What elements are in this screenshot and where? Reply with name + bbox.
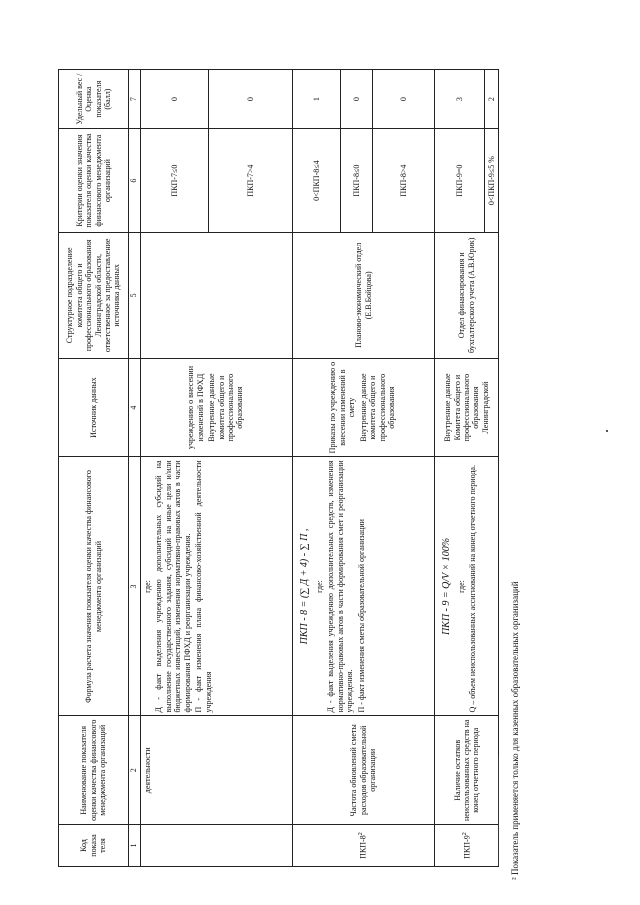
row1-formula-gde: где: bbox=[143, 580, 152, 593]
row2-formula-expr: ПКП - 8 = (∑ Д + 4) - ∑ П , bbox=[299, 528, 310, 645]
header-name: Наименование показателя оценки качества финансового менеджмента организаций bbox=[59, 716, 129, 825]
row2-code bbox=[293, 825, 435, 867]
row1-weight-0: 0 bbox=[141, 70, 209, 129]
row3-criteria-0: ПКП-9=0 bbox=[435, 129, 485, 233]
column-number-row bbox=[129, 70, 141, 867]
row1-source-2: Внутренние данные комитета общего и профессионального образования bbox=[207, 373, 245, 442]
row1-name: деятельности bbox=[141, 716, 293, 825]
row3-dept: Отдел финансирования и бухгалтерского учета (А.В.Юрик) bbox=[435, 232, 499, 358]
row1-formula-p: П - факт изменения плана финансово-хозяйственной деятельности учреждения bbox=[194, 460, 213, 713]
row1-formula-d: Д - факт выделения учреждению дополнительных субсидий на выполнение государственного задания, субсидий на иные цели и/или бюджетных инвестиций, изменения нормативно-правовых актов в части формирования ПФХД и реорганизации учреждения. bbox=[154, 460, 192, 713]
header-criteria: Критерии оценки значения показателя оценки качества финансового менеджмента организаций bbox=[59, 129, 129, 233]
table-row bbox=[293, 70, 341, 867]
row3-criteria-1: 0<ПКП-9≤5 % bbox=[485, 129, 499, 233]
indicators-table bbox=[58, 69, 499, 867]
row1-weight-1: 0 bbox=[209, 70, 293, 129]
header-formula: Формула расчета значения показателя оценки качества финансового менеджмента организаций bbox=[59, 457, 129, 716]
row1-dept bbox=[141, 232, 293, 358]
row1-formula bbox=[141, 457, 293, 716]
row3-code-sup: 2 bbox=[461, 832, 468, 836]
row2-name: Частота обновлений сметы расходов образовательной организации bbox=[293, 716, 435, 825]
row3-source: Внутренние данные Комитета общего и профессионального образования Ленинградской bbox=[435, 358, 499, 457]
footnote: ² Показатель применяется только для казенных образовательных организаций bbox=[510, 581, 520, 880]
scan-speck bbox=[606, 430, 608, 432]
row3-formula bbox=[435, 457, 499, 716]
row3-weight-1: 2 bbox=[485, 70, 499, 129]
row2-weight-2: 0 bbox=[373, 70, 435, 129]
col-number: 1 bbox=[129, 825, 141, 867]
row3-weight-0: 3 bbox=[435, 70, 485, 129]
row3-code bbox=[435, 825, 499, 867]
row2-formula-d: Д - факт выделения учреждению дополнительных средств, изменения нормативно-правовых актов в части формирования смет и реорганизации учреждения. bbox=[326, 460, 355, 713]
header-source: Источник данных bbox=[59, 358, 129, 457]
row2-formula bbox=[293, 457, 435, 716]
footnote-separator bbox=[498, 756, 499, 866]
row2-source bbox=[293, 358, 435, 457]
row2-code-sup: 2 bbox=[358, 832, 365, 836]
row1-code bbox=[141, 825, 293, 867]
row2-criteria-2: ПКП-8>4 bbox=[373, 129, 435, 233]
row2-source-1: Приказы по учреждению о внесении изменений в смету bbox=[328, 361, 357, 454]
col-number: 7 bbox=[129, 70, 141, 129]
col-number: 2 bbox=[129, 716, 141, 825]
row2-source-2: Внутренние данные комитета общего и профессионального образования bbox=[358, 373, 397, 442]
row2-criteria-1: ПКП-8≤0 bbox=[341, 129, 373, 233]
row3-formula-gde: где: bbox=[456, 580, 466, 593]
row2-dept: Планово-экономический отдел (Е.В.Бойцова) bbox=[293, 232, 435, 358]
row3-formula-q: Q – объем неиспользованных ассигнований на конец отчетного периода. bbox=[468, 465, 478, 713]
header-row bbox=[59, 70, 129, 867]
table-row bbox=[141, 70, 209, 867]
row3-name: Наличие остатков неиспользованных средств на конец отчетного периода bbox=[435, 716, 499, 825]
row1-source bbox=[141, 358, 293, 457]
row3-formula-expr: ПКП - 9 = Q/V × 100% bbox=[441, 537, 452, 636]
row1-criteria-0: ПКП-7≤0 bbox=[141, 129, 209, 233]
col-number: 4 bbox=[129, 358, 141, 457]
table-row bbox=[435, 70, 485, 867]
row2-code-text: ПКП-8 bbox=[359, 835, 369, 859]
row2-formula-gde: где: bbox=[314, 580, 324, 593]
header-dept: Структурное подразделение комитета общего и профессионального образования Ленинградской области, ответственное за предоставление источника данных bbox=[59, 232, 129, 358]
rotated-table-wrapper bbox=[58, 69, 496, 867]
header-weight: Удельный вес / Оценка показателя (балл) bbox=[59, 70, 129, 129]
row2-weight-0: 1 bbox=[293, 70, 341, 129]
col-number: 5 bbox=[129, 232, 141, 358]
col-number: 3 bbox=[129, 457, 141, 716]
col-number: 6 bbox=[129, 129, 141, 233]
row1-source-1: учреждению о внесении изменений в ПФХД bbox=[186, 366, 205, 450]
row3-code-text: ПКП-9 bbox=[462, 835, 472, 859]
row1-criteria-1: ПКП-7>4 bbox=[209, 129, 293, 233]
header-code: Код показа теля bbox=[59, 825, 129, 867]
row2-weight-1: 0 bbox=[341, 70, 373, 129]
row2-formula-p: П - факт изменения сметы образовательной организации bbox=[356, 519, 366, 713]
row2-criteria-0: 0<ПКП-8≤4 bbox=[293, 129, 341, 233]
